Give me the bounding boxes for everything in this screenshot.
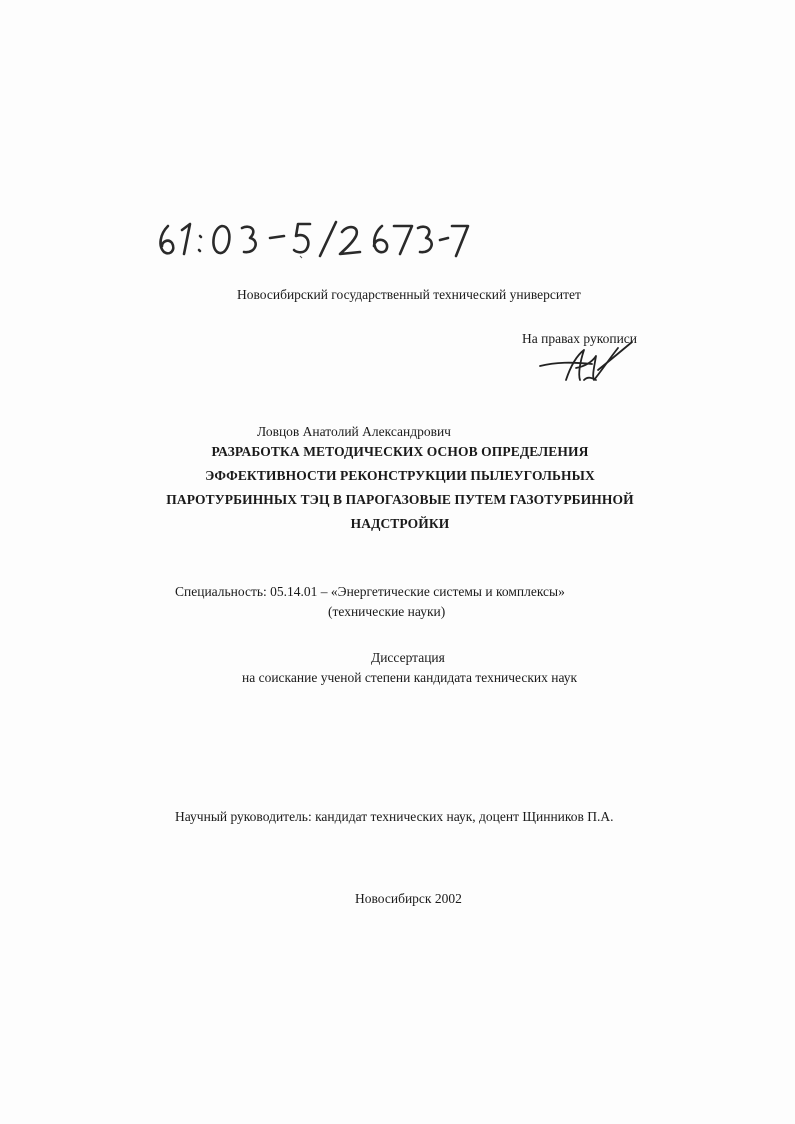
author-name: Ловцов Анатолий Александрович bbox=[257, 424, 451, 439]
dissertation-title bbox=[120, 440, 680, 536]
title-line-3: ПАРОТУРБИННЫХ ТЭЦ В ПАРОГАЗОВЫЕ ПУТЕМ ГАЗОТУРБИННОЙ bbox=[166, 492, 634, 507]
title-line-4: НАДСТРОЙКИ bbox=[350, 516, 450, 531]
author-signature bbox=[536, 340, 636, 386]
dissertation-purpose: на соискание ученой степени кандидата технических наук bbox=[242, 670, 578, 685]
dissertation-label: Диссертация bbox=[371, 650, 445, 665]
science-field: (технические науки) bbox=[328, 604, 446, 619]
specialty-line: Специальность: 05.14.01 – «Энергетические системы и комплексы» bbox=[175, 584, 565, 599]
handwritten-archive-number bbox=[150, 212, 470, 262]
title-line-2: ЭФФЕКТИВНОСТИ РЕКОНСТРУКЦИИ ПЫЛЕУГОЛЬНЫХ bbox=[205, 468, 595, 483]
title-line-1: РАЗРАБОТКА МЕТОДИЧЕСКИХ ОСНОВ ОПРЕДЕЛЕНИЯ bbox=[211, 444, 589, 459]
city-and-year: Новосибирск 2002 bbox=[355, 891, 462, 906]
manuscript-rights-note: На правах рукописи bbox=[522, 331, 638, 346]
scientific-supervisor: Научный руководитель: кандидат технических наук, доцент Щинников П.А. bbox=[175, 809, 614, 824]
university-name: Новосибирский государственный технический университет bbox=[237, 287, 581, 302]
